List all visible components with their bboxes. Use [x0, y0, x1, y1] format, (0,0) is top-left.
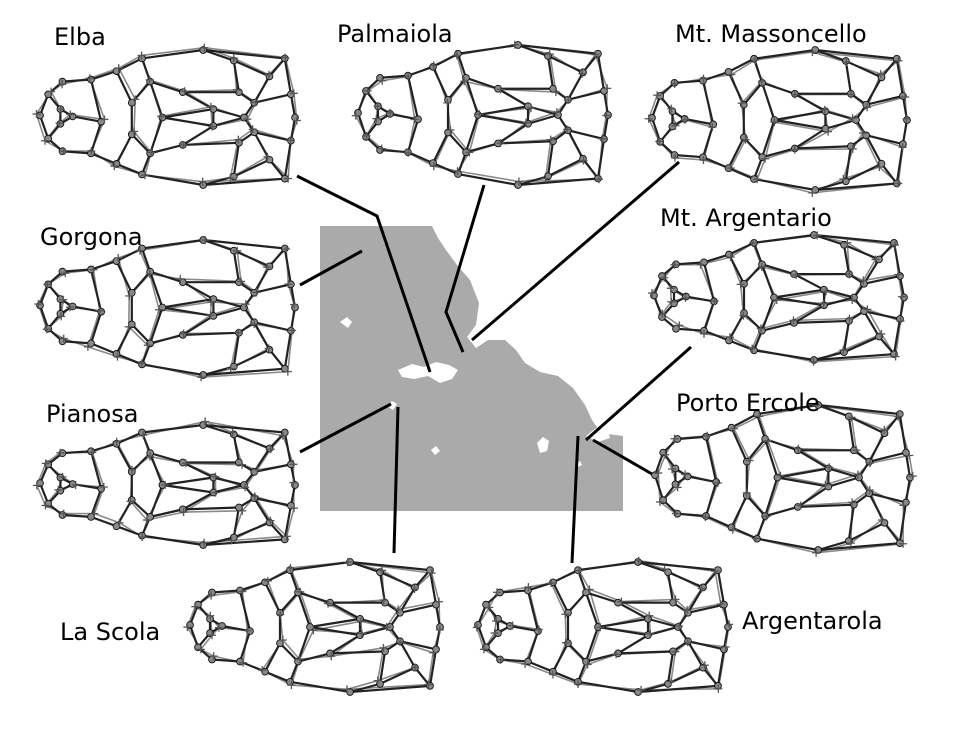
shape-edge — [900, 414, 906, 453]
landmark-point — [88, 448, 95, 455]
shape-edge — [528, 590, 538, 631]
shape-edge — [762, 83, 774, 120]
shape-edge — [849, 523, 885, 541]
shape-edge — [142, 536, 203, 545]
landmark-point — [45, 325, 52, 332]
shape-edge — [795, 129, 826, 149]
landmark-point — [113, 258, 120, 265]
shape-edge — [360, 619, 390, 627]
landmark-point — [128, 99, 135, 106]
landmark-point — [128, 497, 135, 504]
shape-edge — [551, 583, 565, 614]
shape-edge — [844, 337, 879, 353]
shape-edge — [864, 311, 900, 319]
shape-edge — [91, 71, 117, 79]
shape-edge — [707, 436, 718, 483]
landmark-point — [241, 114, 248, 121]
landmark-point — [535, 628, 542, 635]
landmark-point — [236, 504, 243, 511]
shape-edge — [290, 562, 350, 570]
shape-edge — [91, 80, 101, 122]
label-massoncello: Mt. Massoncello — [675, 20, 867, 48]
landmark-point — [159, 114, 166, 121]
shape-edge — [150, 82, 162, 118]
shape-edge — [91, 261, 117, 269]
landmark-point — [88, 76, 95, 83]
landmark-point — [673, 325, 680, 332]
shape-edge — [132, 272, 150, 293]
landmark-point — [88, 340, 95, 347]
shape-edge — [794, 274, 824, 290]
landmark-point — [266, 445, 273, 452]
shape-edge — [548, 56, 583, 72]
shape-edge — [254, 132, 291, 140]
shape-edge — [150, 82, 183, 93]
shape-edge — [668, 572, 673, 602]
shape-edge — [553, 570, 578, 582]
shape-edge — [765, 478, 777, 517]
landmark-point — [897, 273, 904, 280]
specimen-pianosa — [33, 418, 299, 549]
landmark-point — [675, 624, 682, 631]
shape-edge — [795, 146, 851, 148]
landmark-point — [307, 624, 314, 631]
shape-edge — [704, 262, 714, 301]
shape-edge — [117, 324, 132, 354]
landmark-point — [595, 175, 602, 182]
shape-edge — [703, 157, 729, 168]
landmark-point — [565, 127, 572, 134]
shape-edge — [734, 416, 759, 428]
landmark-point — [59, 512, 66, 519]
shape-edge — [117, 444, 132, 472]
shape-edge — [598, 627, 648, 635]
shape-edge — [553, 582, 568, 612]
shape-edge — [586, 627, 598, 662]
landmark-point — [878, 74, 885, 81]
shape-edge — [668, 572, 703, 587]
landmark-point — [475, 112, 482, 119]
landmark-point — [210, 123, 217, 130]
shape-edge — [703, 124, 713, 157]
shape-edge — [117, 58, 143, 71]
shape-edge — [433, 163, 458, 174]
shape-edge — [240, 590, 250, 631]
shape-edge — [257, 449, 270, 470]
shape-edge — [150, 272, 183, 283]
landmark-point — [427, 683, 434, 690]
shape-edge — [757, 414, 765, 439]
specimen-elba — [33, 44, 301, 189]
shape-edge — [794, 321, 849, 323]
label-elba: Elba — [54, 23, 106, 51]
shape-edge — [150, 335, 183, 343]
shape-edge — [754, 179, 815, 190]
shape-edge — [755, 52, 812, 60]
shape-edge — [777, 468, 828, 477]
shape-edge — [408, 67, 433, 76]
shape-edge — [795, 94, 826, 112]
shape-edge — [180, 279, 241, 282]
shape-edge — [798, 449, 829, 468]
shape-edge — [150, 80, 185, 91]
shape-edge — [706, 516, 732, 527]
landmark-point — [237, 658, 244, 665]
shape-edge — [747, 496, 765, 516]
shape-edge — [731, 140, 746, 168]
shape-edge — [234, 523, 270, 538]
shape-edge — [183, 463, 214, 478]
landmark-point — [700, 584, 707, 591]
shape-edge — [618, 603, 648, 619]
shape-edge — [568, 130, 583, 158]
shape-edge — [498, 89, 528, 107]
specimen-argentario — [648, 231, 907, 365]
shape-edge — [618, 635, 648, 653]
landmark-point — [615, 599, 622, 606]
shape-edge — [448, 133, 466, 153]
landmark-point — [230, 173, 237, 180]
landmark-point — [147, 150, 154, 157]
shape-edge — [677, 437, 706, 439]
landmark-point — [98, 308, 105, 315]
shape-edge — [565, 614, 566, 642]
shape-edge — [150, 308, 162, 344]
shape-edge — [706, 482, 716, 516]
shape-edge — [478, 106, 528, 115]
shape-edge — [732, 428, 747, 462]
landmark-point — [671, 286, 678, 293]
shape-edge — [117, 261, 132, 293]
landmark-point — [179, 459, 186, 466]
shape-edge — [548, 159, 583, 177]
shape-edge — [762, 120, 774, 157]
shape-edge — [528, 631, 538, 661]
shape-edge — [774, 111, 825, 120]
shape-edge — [62, 341, 91, 343]
shape-edge — [408, 152, 433, 163]
shape-edge — [729, 59, 755, 72]
shape-edge — [134, 131, 151, 152]
shape-edge — [846, 164, 882, 182]
specimen-gorgona — [34, 236, 298, 381]
landmark-point — [455, 50, 462, 57]
shape-edge — [183, 316, 214, 335]
shape-edge — [183, 282, 214, 299]
shape-edge — [618, 651, 673, 653]
shape-edge — [729, 313, 744, 340]
specimen-argentarola — [473, 557, 733, 696]
shape-edge — [718, 649, 724, 686]
shape-edge — [578, 562, 638, 570]
landmark-point — [147, 513, 154, 520]
shape-edge — [766, 476, 780, 517]
shape-edge — [185, 90, 237, 91]
shape-edge — [732, 496, 747, 528]
shape-edge — [290, 682, 350, 692]
shape-edge — [777, 478, 828, 487]
landmark-point — [580, 69, 587, 76]
landmark-point — [825, 465, 832, 472]
shape-edge — [762, 264, 794, 274]
shape-edge — [91, 312, 101, 344]
label-pianosa: Pianosa — [46, 400, 139, 428]
shape-edge — [824, 298, 854, 306]
shape-edge — [744, 83, 762, 105]
shape-edge — [91, 451, 101, 489]
shape-edge — [498, 141, 553, 143]
shape-edge — [757, 539, 818, 550]
landmark-point — [726, 337, 733, 344]
landmark-point — [645, 615, 652, 622]
shape-edge — [142, 240, 203, 248]
shape-edge — [466, 115, 478, 152]
label-la-scola: La Scola — [60, 618, 161, 646]
shape-edge — [213, 118, 244, 126]
shape-edge — [142, 364, 203, 375]
landmark-point — [751, 55, 758, 62]
specimen-palmaiola — [352, 41, 612, 189]
shape-edge — [162, 478, 213, 486]
shape-edge — [132, 324, 150, 343]
shape-edge — [62, 80, 91, 82]
shape-edge — [234, 434, 270, 448]
shape-edge — [91, 122, 101, 154]
shape-edge — [254, 322, 291, 330]
landmark-point — [57, 120, 64, 127]
label-palmaiola: Palmaiola — [337, 20, 453, 48]
shape-edge — [162, 109, 213, 117]
shape-edge — [553, 643, 568, 671]
shape-edge — [433, 67, 448, 100]
shape-edge — [213, 109, 244, 117]
landmark-point — [861, 280, 868, 287]
shape-edge — [729, 138, 744, 169]
shape-edge — [162, 118, 213, 126]
shape-edge — [825, 120, 856, 129]
shape-edge — [498, 124, 528, 144]
label-argentario: Mt. Argentario — [660, 204, 832, 232]
shape-edge — [729, 243, 754, 255]
shape-edge — [793, 304, 823, 321]
shape-edge — [729, 168, 755, 179]
shape-edge — [469, 114, 479, 152]
specimen-porto-ercole — [652, 401, 917, 556]
landmark-point — [287, 678, 294, 685]
shape-edge — [578, 682, 638, 692]
landmark-point — [866, 458, 873, 465]
shape-edge — [117, 164, 143, 175]
shape-edge — [749, 441, 767, 461]
shape-edge — [774, 298, 824, 306]
shape-edge — [117, 134, 132, 164]
shape-edge — [762, 83, 795, 94]
shape-edge — [553, 672, 578, 682]
shape-edge — [330, 635, 360, 653]
landmark-point — [382, 648, 389, 655]
shape-edge — [674, 155, 703, 157]
shape-edge — [688, 476, 717, 482]
shape-edge — [213, 478, 244, 486]
shape-edge — [568, 592, 586, 612]
shape-edge — [150, 118, 162, 154]
label-argentarola: Argentarola — [742, 607, 883, 635]
shape-edge — [162, 308, 213, 316]
shape-edge — [92, 452, 104, 487]
landmark-point — [430, 160, 437, 167]
landmark-point — [635, 559, 642, 566]
shape-edge — [674, 81, 703, 83]
shape-edge — [280, 592, 298, 612]
shape-edge — [234, 58, 269, 75]
landmark-point — [209, 589, 216, 596]
landmark-point — [179, 332, 186, 339]
shape-edge — [568, 130, 604, 139]
shape-edge — [677, 514, 706, 516]
shape-edge — [846, 61, 882, 77]
shape-edge — [91, 153, 117, 164]
shape-edge — [240, 582, 265, 590]
landmark-point — [37, 302, 44, 309]
landmark-point — [37, 112, 44, 119]
landmark-point — [515, 182, 522, 189]
shape-edge — [754, 50, 815, 59]
shape-edge — [704, 331, 729, 341]
landmark-point — [525, 103, 532, 110]
shape-edge — [234, 61, 270, 77]
shape-edge — [234, 434, 239, 462]
shape-edge — [718, 570, 724, 605]
shape-edge — [91, 517, 117, 526]
landmark-point — [665, 569, 672, 576]
shape-edge — [62, 515, 91, 517]
shape-edge — [265, 672, 290, 682]
shape-edge — [676, 329, 704, 331]
shape-edge — [598, 54, 604, 91]
landmark-point — [713, 479, 720, 486]
shape-edge — [706, 437, 716, 482]
shape-edge — [844, 245, 879, 260]
shape-edge — [150, 485, 162, 517]
shape-edge — [754, 235, 814, 243]
shape-edge — [162, 485, 213, 493]
shape-edge — [621, 599, 675, 601]
landmark-point — [583, 589, 590, 596]
landmark-point — [88, 513, 95, 520]
shape-edge — [734, 429, 750, 461]
shape-edge — [703, 81, 713, 125]
shape-edge — [91, 489, 101, 517]
shape-edge — [866, 135, 903, 144]
landmark-point — [209, 656, 216, 663]
shape-edge — [132, 134, 150, 153]
shape-edge — [142, 425, 203, 433]
shape-edge — [380, 572, 415, 587]
shape-edge — [212, 660, 240, 662]
shape-edge — [183, 493, 214, 510]
shape-edge — [265, 582, 280, 612]
shape-edge — [285, 433, 291, 465]
shape-edge — [234, 350, 270, 367]
shape-edge — [142, 174, 203, 185]
landmark-point — [266, 346, 273, 353]
shape-edge — [731, 60, 755, 75]
shape-edge — [265, 643, 280, 671]
shape-edge — [704, 301, 714, 330]
label-porto-ercole: Porto Ercole — [676, 389, 820, 417]
shape-edge — [478, 115, 528, 124]
landmark-point — [649, 114, 656, 121]
shape-edge — [234, 160, 270, 177]
shape-edge — [240, 631, 250, 661]
shape-edge — [91, 270, 101, 312]
specimen-la-scola — [183, 558, 443, 695]
shape-edge — [183, 143, 239, 145]
shape-edge — [117, 526, 143, 535]
shape-edge — [765, 439, 777, 478]
shape-edge — [298, 592, 310, 627]
shape-edge — [184, 511, 243, 512]
shape-edge — [119, 55, 142, 68]
shape-edge — [330, 603, 360, 619]
shape-edge — [598, 619, 648, 627]
shape-edge — [798, 450, 829, 468]
shape-edge — [94, 514, 119, 523]
shape-edge — [675, 158, 704, 160]
shape-edge — [433, 133, 448, 164]
shape-edge — [380, 668, 415, 684]
shape-edge — [380, 150, 408, 152]
shape-edge — [754, 350, 814, 360]
landmark-point — [703, 433, 710, 440]
shape-edge — [458, 45, 518, 54]
shape-edge — [744, 138, 762, 158]
shape-edge — [568, 91, 604, 100]
shape-edge — [91, 444, 117, 452]
landmark-point — [669, 123, 676, 130]
landmark-point — [445, 96, 452, 103]
specimen-massoncello — [645, 47, 911, 197]
label-gorgona: Gorgona — [40, 223, 143, 251]
